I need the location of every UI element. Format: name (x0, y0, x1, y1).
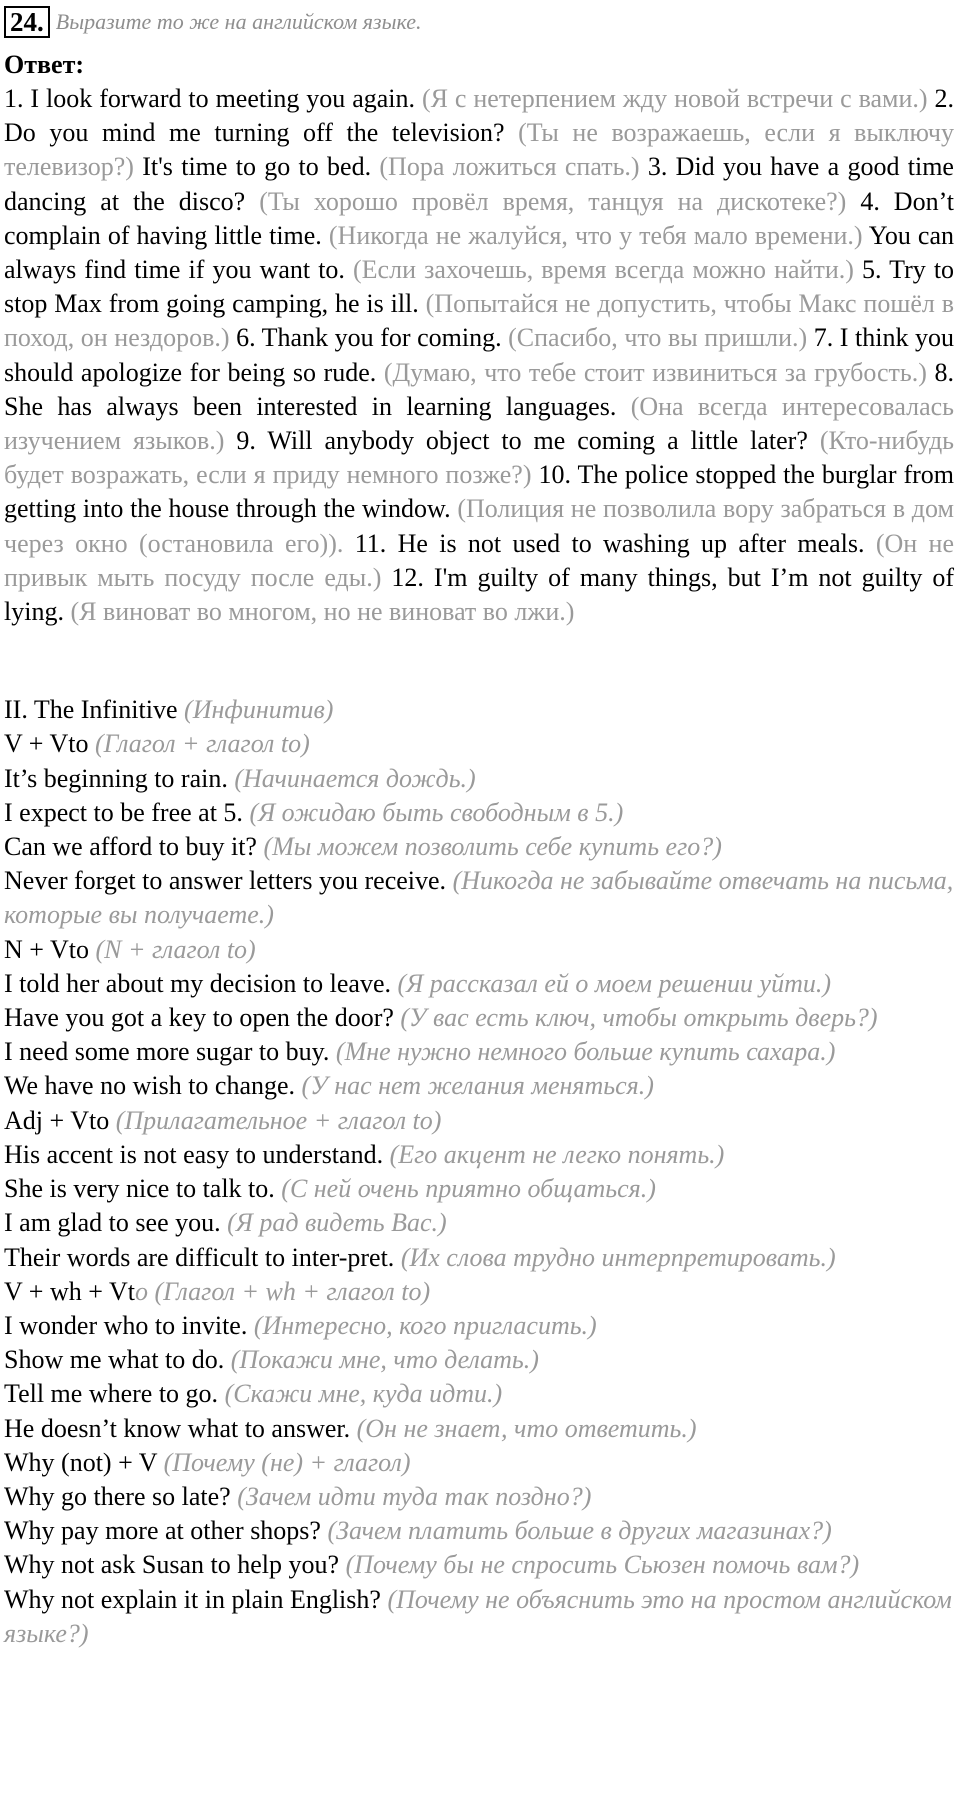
grammar-line (4, 1275, 954, 1309)
task-number: 24. (4, 6, 50, 38)
grammar-translation: (Почему (не) + глагол) (163, 1447, 411, 1477)
infinitive-section (4, 693, 954, 1651)
grammar-example: Why (not) + V (4, 1447, 158, 1477)
answer-translation: (Думаю, что тебе стоит извиниться за грубость.) (383, 357, 927, 387)
grammar-translation: (Я ожидаю быть свободным в 5.) (249, 797, 624, 827)
grammar-line (4, 1514, 954, 1548)
grammar-example: Tell me where to go. (4, 1379, 219, 1409)
answer-english: 7. I think you should apologize for being so rude. (4, 323, 955, 387)
grammar-translation: o (Глагол + wh + глагол to) (134, 1276, 431, 1306)
answer-translation: (Ты не возражаешь, если я выключу телевизор?) (4, 118, 954, 182)
answer-english: You can always find time if you want to. (4, 220, 955, 285)
grammar-translation: (Я рад видеть Вас.) (227, 1208, 447, 1238)
grammar-example: I am glad to see you. (4, 1208, 221, 1238)
grammar-example: He doesn’t know what to answer. (4, 1413, 351, 1443)
grammar-translation: (Он не знает, что ответить.) (356, 1413, 697, 1443)
grammar-example: Show me what to do. (4, 1345, 225, 1375)
grammar-line (4, 1548, 954, 1582)
answer-english: 9. Will anybody object to me coming a little later? (236, 426, 808, 456)
grammar-translation: (У вас есть ключ, чтобы открыть дверь?) (400, 1003, 878, 1033)
grammar-translation: (Почему не объяснить это на простом английском языке?) (4, 1584, 952, 1648)
answer-translation: (Пора ложиться спать.) (379, 152, 640, 182)
grammar-line (4, 967, 954, 1001)
grammar-example: Can we afford to buy it? (4, 832, 257, 862)
grammar-translation: (С ней очень приятно общаться.) (281, 1174, 656, 1204)
answer-translation: (Попытайся не допустить, чтобы Макс пошёл в поход, он нездоров.) (4, 289, 955, 353)
grammar-line (4, 727, 954, 761)
grammar-example: Why not ask Susan to help you? (4, 1550, 340, 1580)
answer-translation: (Полиция не позволила вору забраться в дом через окно (остановила его)). (4, 494, 954, 558)
answer-translation: (Она всегда интересовалась изучением языков.) (4, 391, 955, 456)
grammar-example: I expect to be free at 5. (4, 797, 243, 827)
grammar-translation: (Никогда не забывайте отвечать на письма, которые вы получаете.) (4, 866, 954, 930)
answer-english: 2. Do you mind me turning off the television? (4, 84, 955, 148)
grammar-example: I told her about my decision to leave. (4, 968, 392, 998)
answer-english: 4. Don’t complain of having little time. (4, 186, 954, 250)
answer-english: 1. I look forward to meeting you again. (4, 84, 416, 113)
grammar-translation: (Его акцент не легко понять.) (389, 1139, 725, 1169)
answer-translation: (Я с нетерпением жду новой встречи с вами.) (421, 84, 928, 113)
grammar-line (4, 796, 954, 830)
grammar-line (4, 1206, 954, 1240)
grammar-line (4, 1172, 954, 1206)
grammar-line (4, 1241, 954, 1275)
answer-english: It's time to go to bed. (142, 152, 372, 182)
task-header (4, 0, 954, 42)
answer-translation: (Спасибо, что вы пришли.) (508, 323, 808, 353)
grammar-line (4, 1309, 954, 1343)
grammar-translation: (Мы можем позволить себе купить его?) (263, 832, 722, 862)
answer-english: 10. The police stopped the burglar from getting into the house through the window. (4, 460, 954, 524)
answer-translation: (Я виноват во многом, но не виноват во лжи.) (70, 597, 575, 627)
grammar-translation: (Зачем идти туда так поздно?) (237, 1481, 592, 1511)
grammar-example: II. The Infinitive (4, 695, 178, 725)
grammar-translation: (Зачем платить больше в других магазинах?) (327, 1516, 832, 1546)
grammar-line (4, 1480, 954, 1514)
grammar-example: N + Vto (4, 934, 89, 964)
grammar-example: Never forget to answer letters you receive. (4, 866, 447, 896)
grammar-line (4, 1377, 954, 1411)
grammar-line (4, 1343, 954, 1377)
grammar-example: It’s beginning to rain. (4, 763, 228, 793)
answer-english: 3. Did you have a good time dancing at the disco? (4, 152, 954, 216)
grammar-example: Their words are difficult to inter-pret. (4, 1242, 395, 1272)
grammar-translation: (Покажи мне, что делать.) (230, 1345, 539, 1375)
grammar-translation: (Я рассказал ей о моем решении уйти.) (397, 968, 832, 998)
grammar-line (4, 762, 954, 796)
grammar-line (4, 1069, 954, 1103)
grammar-example: V + Vto (4, 729, 89, 759)
grammar-translation: (У нас нет желания меняться.) (301, 1071, 654, 1101)
grammar-translation: (Инфинитив) (184, 695, 334, 725)
answer-translation: (Кто-нибудь будет возражать, если я приду немного позже?) (4, 426, 955, 490)
answer-translation: (Он не привык мыть посуду после еды.) (4, 528, 954, 592)
grammar-translation: (Интересно, кого пригласить.) (253, 1310, 597, 1340)
answer-translation: (Никогда не жалуйся, что у тебя мало времени.) (328, 220, 863, 250)
grammar-translation: (Начинается дождь.) (234, 763, 476, 793)
grammar-line (4, 1104, 954, 1138)
answer-english: 11. He is not used to washing up after meals. (354, 528, 865, 558)
grammar-line (4, 693, 954, 727)
answer-english: 6. Thank you for coming. (236, 323, 502, 353)
task-instruction: Выразите то же на английском языке. (55, 9, 422, 34)
grammar-translation: (Их слова трудно интерпретировать.) (400, 1242, 836, 1272)
grammar-line (4, 933, 954, 967)
grammar-example: V + wh + Vt (4, 1276, 135, 1306)
grammar-example: Adj + Vto (4, 1105, 110, 1135)
grammar-example: I need some more sugar to buy. (4, 1037, 330, 1067)
grammar-example: Have you got a key to open the door? (4, 1003, 394, 1033)
grammar-translation: (Почему бы не спросить Сьюзен помочь вам?) (345, 1550, 860, 1580)
grammar-example: His accent is not easy to understand. (4, 1139, 384, 1169)
grammar-line (4, 1446, 954, 1480)
grammar-example: Why go there so late? (4, 1481, 231, 1511)
grammar-example: I wonder who to invite. (4, 1310, 248, 1340)
answer-english: 5. Try to stop Max from going camping, he is ill. (4, 255, 955, 319)
grammar-line (4, 1138, 954, 1172)
grammar-example: We have no wish to change. (4, 1071, 296, 1101)
grammar-translation: (N + глагол to) (95, 934, 256, 964)
section-gap (4, 629, 954, 693)
answer-english: 12. I'm guilty of many things, but I’m not guilty of lying. (4, 562, 954, 627)
answer-label: Ответ: (4, 50, 85, 79)
grammar-line (4, 1412, 954, 1446)
grammar-translation: (Глагол + глагол to) (95, 729, 310, 759)
grammar-line (4, 1583, 954, 1651)
grammar-line (4, 864, 954, 932)
answer-translation: (Ты хорошо провёл время, танцуя на дискотеке?) (259, 186, 847, 216)
grammar-translation: (Мне нужно немного больше купить сахара.) (335, 1037, 836, 1067)
answer-english: 8. She has always been interested in learning languages. (4, 357, 955, 421)
grammar-example: Why not explain it in plain English? (4, 1584, 381, 1614)
grammar-line (4, 1001, 954, 1035)
grammar-translation: (Прилагательное + глагол to) (115, 1105, 442, 1135)
grammar-line (4, 830, 954, 864)
grammar-example: Why pay more at other shops? (4, 1516, 321, 1546)
answer-paragraph (4, 82, 954, 629)
answer-translation: (Если захочешь, время всегда можно найти.) (353, 255, 854, 285)
grammar-example: She is very nice to talk to. (4, 1174, 275, 1204)
grammar-line (4, 1035, 954, 1069)
grammar-translation: (Скажи мне, куда идти.) (224, 1379, 503, 1409)
